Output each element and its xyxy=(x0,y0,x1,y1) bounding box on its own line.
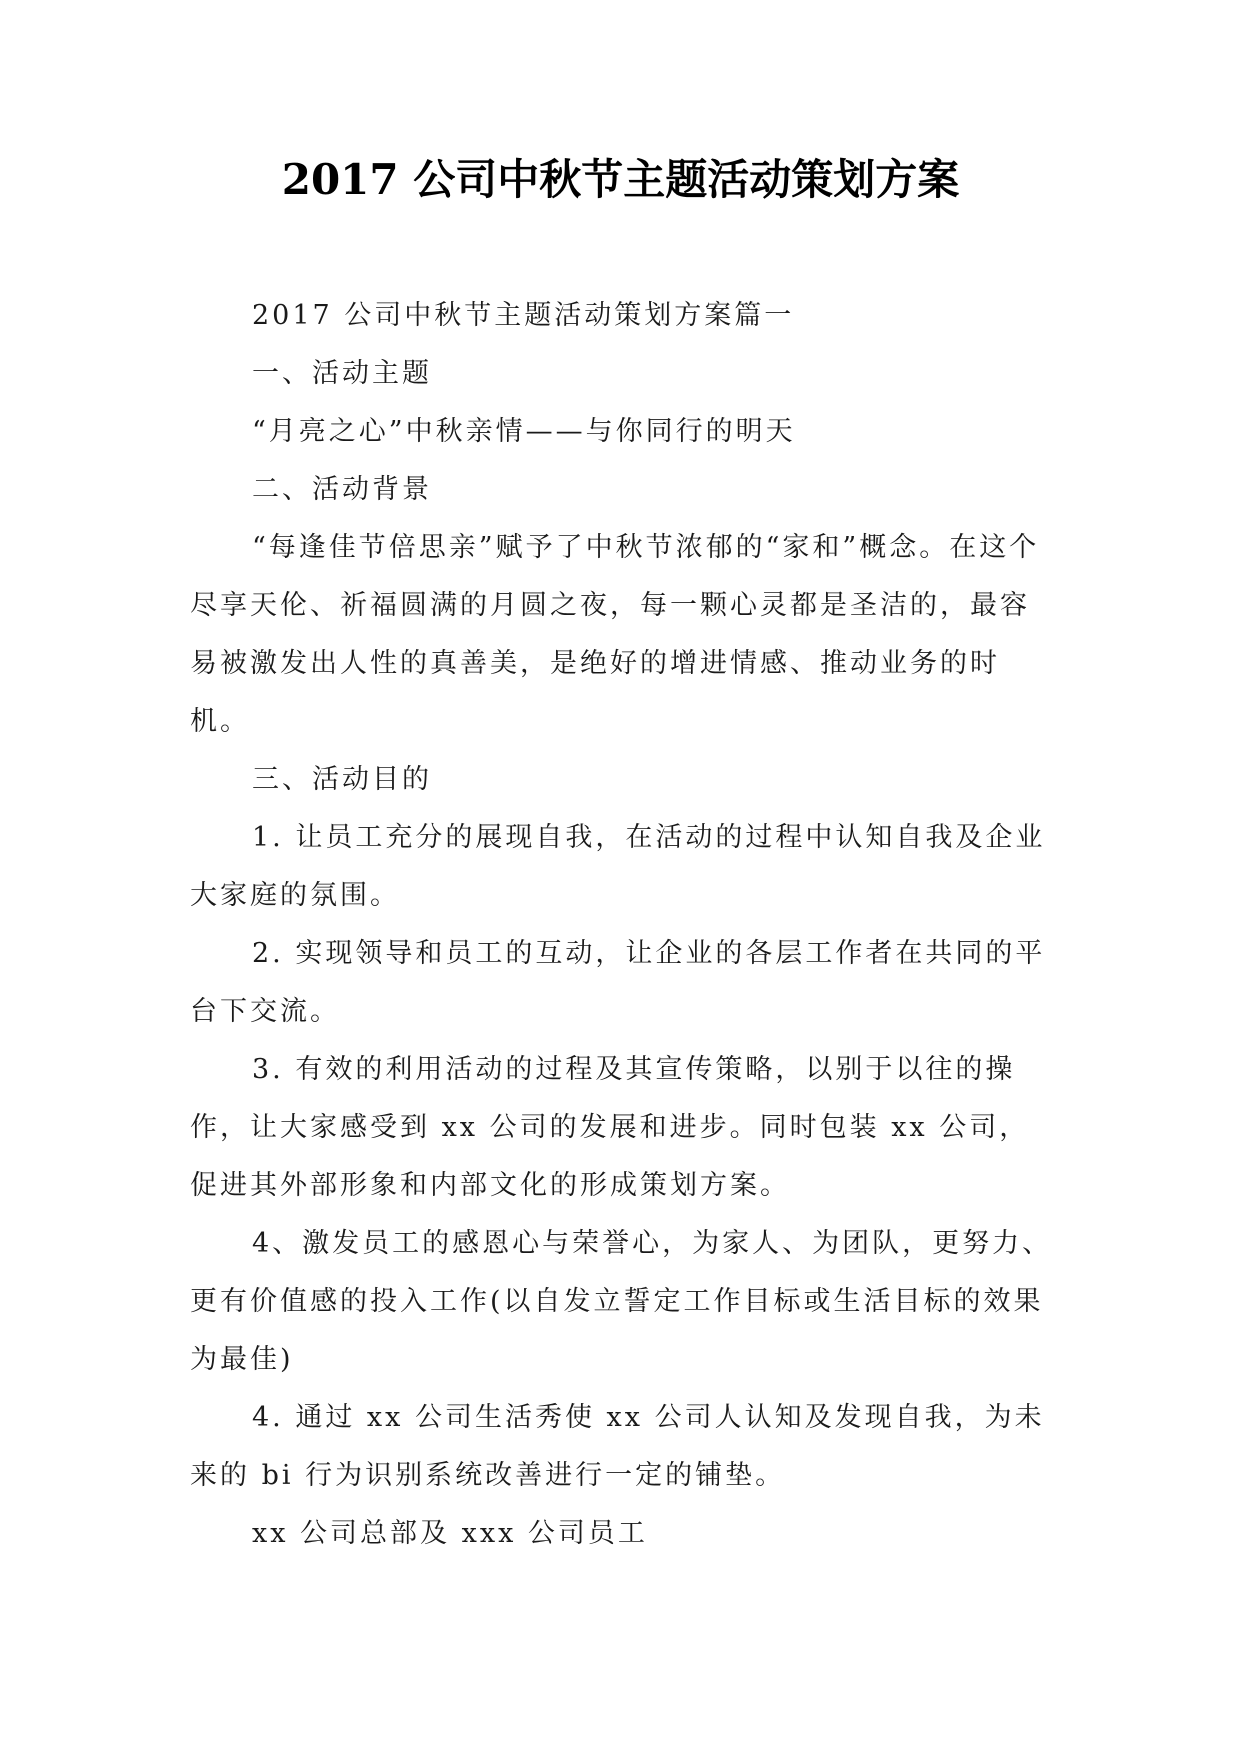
purpose-item-3: 3. 有效的利用活动的过程及其宣传策略，以别于以往的操作，让大家感受到 xx 公司的发展和进步。同时包装 xx 公司，促进其外部形象和内部文化的形成策划方案。 xyxy=(190,1054,1030,1201)
participants-text: xx 公司总部及 xxx 公司员工 xyxy=(252,1518,648,1549)
heading-activity-purpose: 三、活动目的 xyxy=(252,764,432,795)
activity-theme-text: “月亮之心”中秋亲情——与你同行的明天 xyxy=(252,416,796,447)
heading-activity-theme: 一、活动主题 xyxy=(252,358,432,389)
activity-background-text: “每逢佳节倍思亲”赋予了中秋节浓郁的“家和”概念。在这个尽享天伦、祈福圆满的月圆之夜，每一颗心灵都是圣洁的，最容易被激发出人性的真善美，是绝好的增进情感、推动业务的时机。 xyxy=(190,532,1040,737)
purpose-item-4a: 4、激发员工的感恩心与荣誉心，为家人、为团队，更努力、更有价值感的投入工作(以自发立誓定工作目标或生活目标的效果为最佳) xyxy=(190,1228,1053,1375)
purpose-item-2: 2. 实现领导和员工的互动，让企业的各层工作者在共同的平台下交流。 xyxy=(190,938,1046,1027)
document-body xyxy=(190,287,1058,1563)
purpose-item-1: 1. 让员工充分的展现自我，在活动的过程中认知自我及企业大家庭的氛围。 xyxy=(190,822,1046,911)
section-heading-part-one: 2017 公司中秋节主题活动策划方案篇一 xyxy=(252,300,795,331)
heading-activity-background: 二、活动背景 xyxy=(252,474,432,505)
purpose-item-4b: 4. 通过 xx 公司生活秀使 xx 公司人认知及发现自我，为未来的 bi 行为识别系统改善进行一定的铺垫。 xyxy=(190,1402,1045,1491)
document-title: 2017 公司中秋节主题活动策划方案 xyxy=(281,155,960,204)
